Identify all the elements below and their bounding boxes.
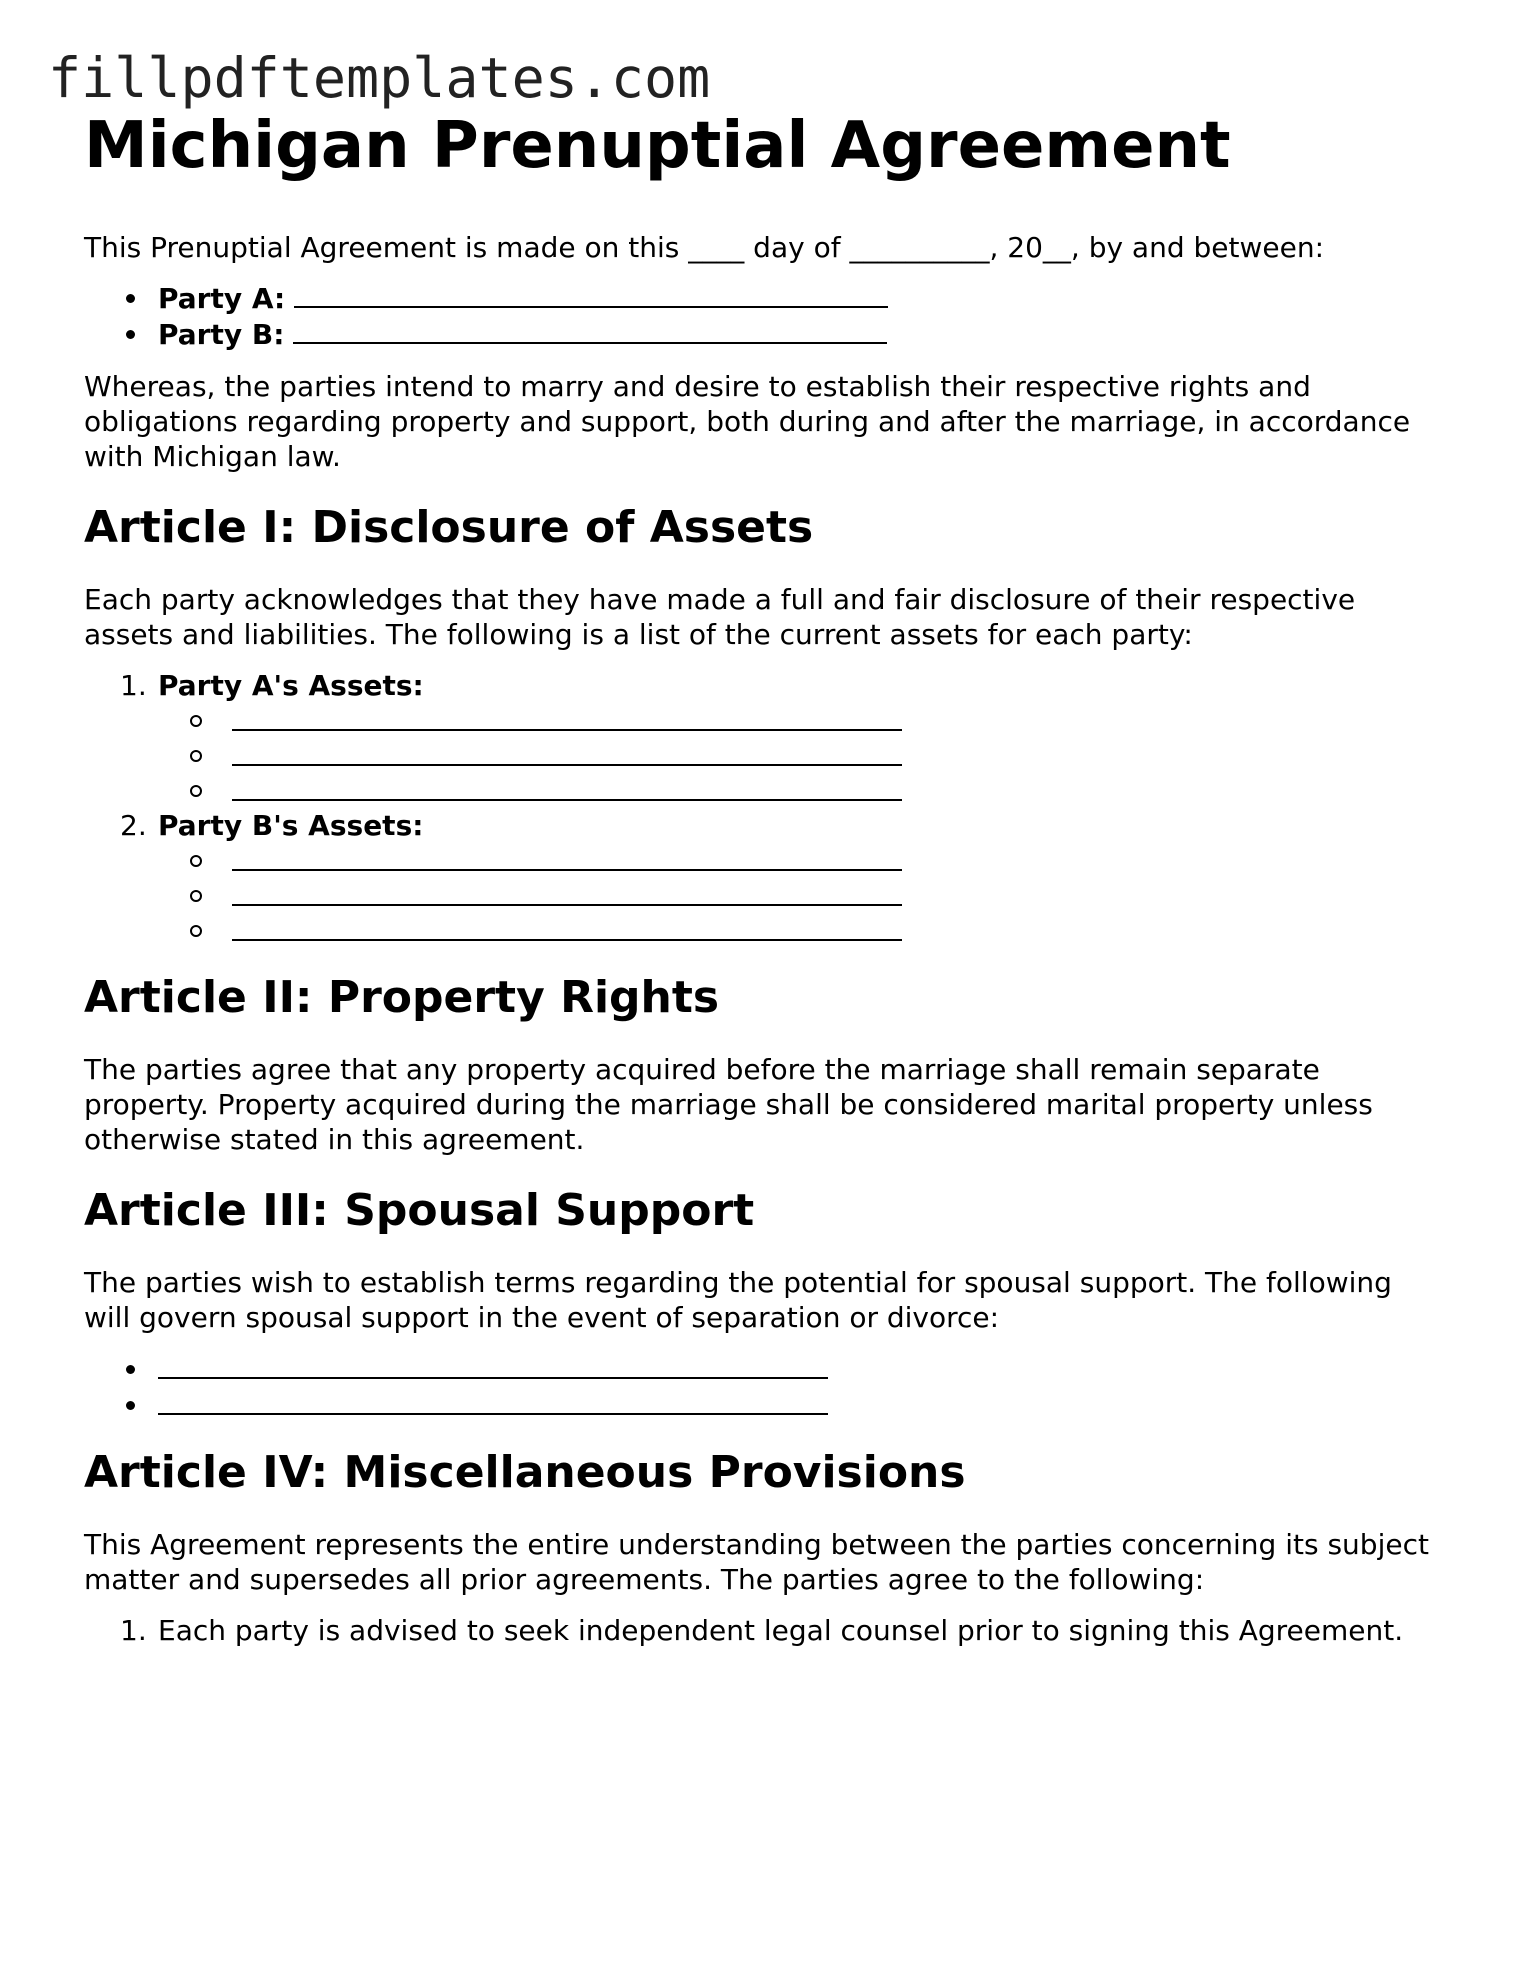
provisions-list <box>84 1613 1444 1648</box>
party-a-blank[interactable] <box>294 280 888 308</box>
party-a-item <box>84 280 1444 316</box>
party-a-assets-label: Party A's Assets: <box>158 669 424 702</box>
provision-text: Each party is advised to seek independent legal counsel prior to signing this Agreement. <box>158 1614 1404 1647</box>
support-blank[interactable] <box>158 1351 828 1379</box>
party-b-assets-label: Party B's Assets: <box>158 809 424 842</box>
article-3-text: The parties wish to establish terms regarding the potential for spousal support. The following will govern spousal support in the event of separation or divorce: <box>84 1266 1392 1334</box>
article-3-heading: Article III: Spousal Support <box>84 1185 755 1236</box>
party-a-assets-item <box>84 668 1444 808</box>
asset-blank-line <box>158 878 1444 913</box>
support-blank-line <box>84 1387 1444 1423</box>
document-page <box>84 108 1444 1648</box>
asset-blank-line <box>158 843 1444 878</box>
party-a-label: Party A: <box>158 282 286 315</box>
watermark: fillpdftemplates.com <box>48 46 711 110</box>
party-a-assets-blanks <box>158 703 1444 808</box>
party-b-label: Party B: <box>158 318 285 351</box>
whereas-paragraph: Whereas, the parties intend to marry and desire to establish their respective rights and obligations regarding property and support, both during and after the marriage, in accordance with Michigan law. <box>84 370 1411 473</box>
asset-blank-line <box>158 703 1444 738</box>
party-b-blank[interactable] <box>293 316 887 344</box>
article-2-text: The parties agree that any property acquired before the marriage shall remain separate property. Property acquired during the marriage shall be considered marital property unless otherwise stated in this agreement. <box>84 1053 1373 1156</box>
asset-blank[interactable] <box>232 843 902 871</box>
asset-blank[interactable] <box>232 738 902 766</box>
assets-list <box>84 668 1444 948</box>
list-number: 1. <box>120 1614 147 1647</box>
provision-item <box>84 1613 1444 1648</box>
support-blank-line <box>84 1351 1444 1387</box>
article-1-text: Each party acknowledges that they have made a full and fair disclosure of their respective assets and liabilities. The following is a list of the current assets for each party: <box>84 583 1356 651</box>
page-title: Michigan Prenuptial Agreement <box>84 109 1231 183</box>
spousal-support-list <box>84 1351 1444 1423</box>
article-1-heading: Article I: Disclosure of Assets <box>84 502 814 553</box>
article-4-heading: Article IV: Miscellaneous Provisions <box>84 1447 966 1498</box>
article-2-heading: Article II: Property Rights <box>84 972 720 1023</box>
article-4-text: This Agreement represents the entire understanding between the parties concerning its subject matter and supersedes all prior agreements. The parties agree to the following: <box>84 1528 1429 1596</box>
asset-blank[interactable] <box>232 773 902 801</box>
asset-blank[interactable] <box>232 878 902 906</box>
party-b-item <box>84 316 1444 352</box>
asset-blank-line <box>158 738 1444 773</box>
parties-list <box>84 280 1444 352</box>
party-b-assets-blanks <box>158 843 1444 948</box>
party-b-assets-item <box>84 808 1444 948</box>
list-number: 1. <box>120 669 147 702</box>
asset-blank-line <box>158 773 1444 808</box>
asset-blank[interactable] <box>232 703 902 731</box>
list-number: 2. <box>120 809 147 842</box>
intro-paragraph: This Prenuptial Agreement is made on this ____ day of __________, 20__, by and between: <box>84 231 1325 264</box>
support-blank[interactable] <box>158 1387 828 1415</box>
asset-blank[interactable] <box>232 913 902 941</box>
asset-blank-line <box>158 913 1444 948</box>
